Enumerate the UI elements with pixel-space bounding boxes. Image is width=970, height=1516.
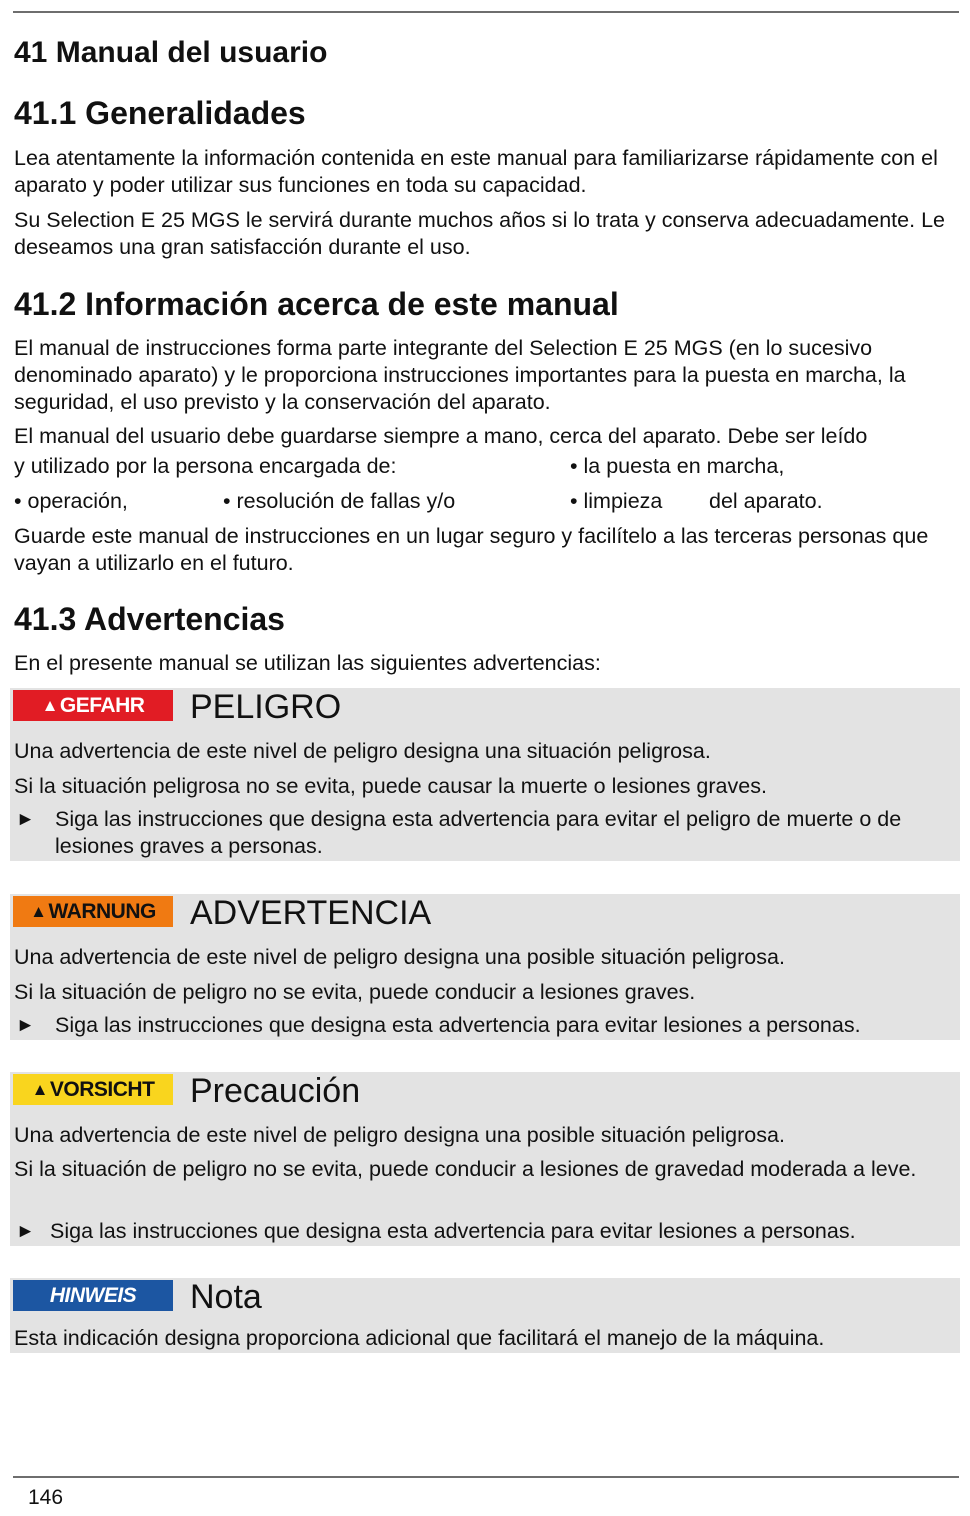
caution-badge-label: VORSICHT <box>49 1077 155 1101</box>
section-heading-manual-info: 41.2 Información acerca de este manual <box>14 286 619 322</box>
bullet-cleaning: • limpieza <box>570 489 663 513</box>
arrow-right-icon: ► <box>16 1015 35 1036</box>
paragraph-manual-scope: El manual de instrucciones forma parte integrante del Selection E 25 MGS (en lo sucesivo denominado aparato) y le proporciona instrucciones importantes para la puesta en marcha, la seguridad, el uso previsto y la conservación del aparato. <box>14 336 906 414</box>
warning-badge <box>13 896 173 927</box>
warning-box <box>10 894 960 1040</box>
danger-instruction-text: Siga las instrucciones que designa esta advertencia para evitar el peligro de muerte o de lesiones graves a personas. <box>55 807 902 858</box>
warning-triangle-icon: ▲ <box>31 1079 48 1099</box>
caution-description: Una advertencia de este nivel de peligro designa una posible situación peligrosa. <box>14 1123 785 1147</box>
arrow-right-icon: ► <box>16 809 35 830</box>
notice-description: Esta indicación designa proporciona adicional que facilitará el manejo de la máquina. <box>14 1326 825 1350</box>
section-heading-warnings: 41.3 Advertencias <box>14 601 285 637</box>
caution-instruction <box>14 1218 954 1245</box>
warning-signal-word: ADVERTENCIA <box>190 894 432 932</box>
warning-consequence: Si la situación de peligro no se evita, puede conducir a lesiones graves. <box>14 980 696 1004</box>
bullet-operation: • operación, <box>14 489 128 513</box>
danger-signal-word: PELIGRO <box>190 688 342 726</box>
paragraph-keep-manual-line1: El manual del usuario debe guardarse siempre a mano, cerca del aparato. Debe ser leído <box>14 424 868 448</box>
top-rule <box>13 11 959 13</box>
bullet-tail: del aparato. <box>709 489 823 513</box>
notice-signal-word: Nota <box>190 1278 262 1316</box>
page-number: 146 <box>28 1486 64 1509</box>
danger-consequence: Si la situación peligrosa no se evita, puede causar la muerte o lesiones graves. <box>14 774 767 798</box>
paragraph-store-manual: Guarde este manual de instrucciones en un lugar seguro y facilítelo a las terceras personas que vayan a utilizarlo en el futuro. <box>14 524 929 575</box>
notice-badge <box>13 1280 173 1311</box>
paragraph-warnings-intro: En el presente manual se utilizan las siguientes advertencias: <box>14 651 601 675</box>
warning-badge-label: WARNUNG <box>48 899 156 923</box>
bottom-rule <box>13 1476 959 1478</box>
caution-badge <box>13 1074 173 1105</box>
warning-instruction <box>14 1012 954 1039</box>
notice-badge-label: HINWEIS <box>49 1283 137 1307</box>
caution-instruction-text: Siga las instrucciones que designa esta advertencia para evitar lesiones a personas. <box>50 1219 856 1243</box>
warning-description: Una advertencia de este nivel de peligro designa una posible situación peligrosa. <box>14 945 785 969</box>
bullet-troubleshooting: • resolución de fallas y/o <box>223 489 456 513</box>
warning-instruction-text: Siga las instrucciones que designa esta advertencia para evitar lesiones a personas. <box>55 1013 861 1037</box>
paragraph-intro: Lea atentamente la información contenida en este manual para familiarizarse rápidamente con el aparato y poder utilizar sus funciones en toda su capacidad. <box>14 146 938 197</box>
notice-box <box>10 1278 960 1353</box>
arrow-right-icon: ► <box>16 1221 35 1242</box>
caution-consequence: Si la situación de peligro no se evita, puede conducir a lesiones de gravedad moderada a leve. <box>14 1157 917 1181</box>
danger-badge <box>13 690 173 721</box>
caution-signal-word: Precaución <box>190 1072 361 1110</box>
danger-box <box>10 688 960 861</box>
page-title: 41 Manual del usuario <box>14 36 328 69</box>
warning-triangle-icon: ▲ <box>41 695 58 715</box>
paragraph-satisfaction: Su Selection E 25 MGS le servirá durante muchos años si lo trata y conserva adecuadamente. Le deseamos una gran satisfacción durante el uso. <box>14 208 945 259</box>
bullet-startup: • la puesta en marcha, <box>570 454 785 478</box>
caution-box <box>10 1072 960 1246</box>
danger-description: Una advertencia de este nivel de peligro designa una situación peligrosa. <box>14 739 711 763</box>
danger-badge-label: GEFAHR <box>59 693 145 717</box>
danger-instruction <box>14 806 954 860</box>
warning-triangle-icon: ▲ <box>30 901 47 921</box>
section-heading-generalidades: 41.1 Generalidades <box>14 95 306 131</box>
paragraph-keep-manual-line2: y utilizado por la persona encargada de: <box>14 454 397 478</box>
